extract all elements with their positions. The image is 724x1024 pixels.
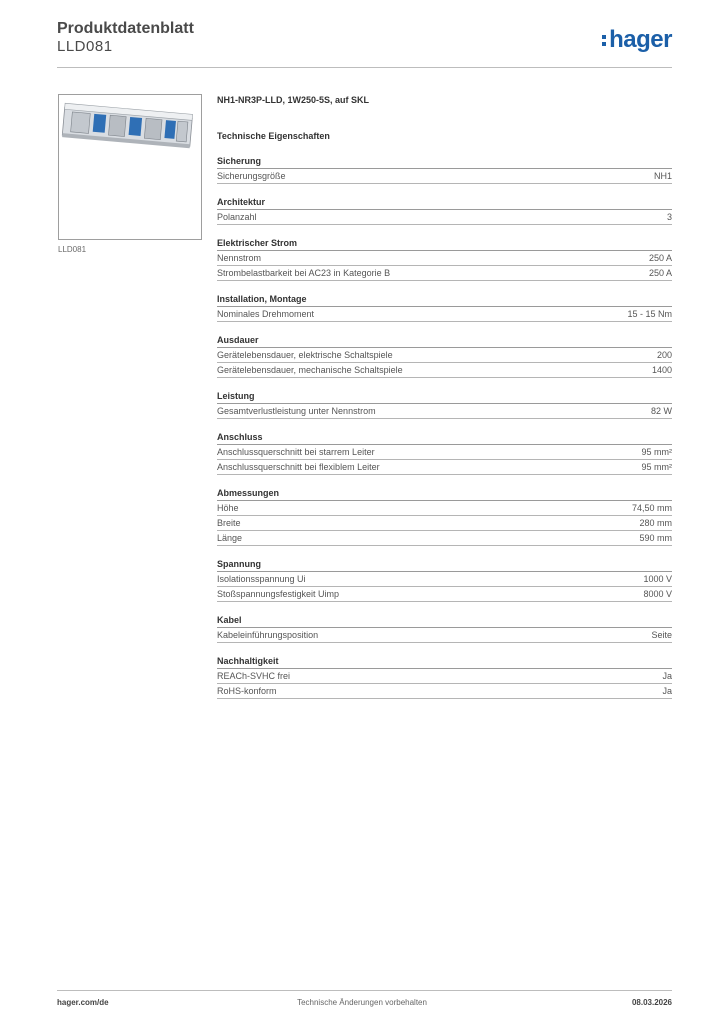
product-name: NH1-NR3P-LLD, 1W250-5S, auf SKL [217, 95, 370, 105]
spec-value: NH1 [653, 171, 672, 181]
hager-logo [602, 26, 672, 54]
spec-value: 15 - 15 Nm [627, 309, 672, 319]
spec-value: 3 [666, 212, 672, 222]
footer-date: 08.03.2026 [631, 998, 672, 1007]
spec-value: 82 W [650, 406, 672, 416]
product-image [58, 94, 202, 240]
spec-group [217, 155, 672, 184]
spec-groups [217, 155, 672, 699]
spec-group-title: Spannung [217, 558, 672, 572]
spec-value: Seite [651, 630, 672, 640]
spec-label: Polanzahl [217, 212, 257, 222]
spec-label: Gerätelebensdauer, mechanische Schaltspiele [217, 365, 403, 375]
spec-value: 200 [656, 350, 672, 360]
spec-group [217, 293, 672, 322]
spec-row [217, 516, 672, 531]
spec-value: 95 mm² [641, 447, 672, 457]
spec-row [217, 572, 672, 587]
spec-group [217, 196, 672, 225]
spec-value: 250 A [648, 268, 672, 278]
spec-label: Gerätelebensdauer, elektrische Schaltspiele [217, 350, 393, 360]
spec-label: Anschlussquerschnitt bei starrem Leiter [217, 447, 375, 457]
spec-label: Breite [217, 518, 241, 528]
spec-group-title: Leistung [217, 390, 672, 404]
spec-value: 280 mm [639, 518, 672, 528]
spec-group [217, 431, 672, 475]
spec-value: Ja [662, 686, 672, 696]
header-divider [57, 67, 672, 68]
spec-group [217, 655, 672, 699]
spec-value: 8000 V [643, 589, 672, 599]
page-title: Produktdatenblatt [57, 20, 194, 37]
spec-group-title: Kabel [217, 614, 672, 628]
spec-label: Nominales Drehmoment [217, 309, 315, 319]
switch-disconnector-illustration [59, 95, 201, 239]
spec-label: REACh-SVHC frei [217, 671, 291, 681]
spec-row [217, 307, 672, 322]
spec-group-title: Ausdauer [217, 334, 672, 348]
spec-group [217, 487, 672, 546]
spec-group-title: Abmessungen [217, 487, 672, 501]
footer-notice: Technische Änderungen vorbehalten [297, 998, 427, 1007]
logo-text: hager [609, 26, 672, 53]
spec-group [217, 558, 672, 602]
footer-divider [57, 990, 672, 991]
spec-value: 250 A [648, 253, 672, 263]
spec-value: 74,50 mm [631, 503, 672, 513]
logo-colon-icon [602, 35, 606, 46]
spec-group-title: Installation, Montage [217, 293, 672, 307]
spec-group-title: Elektrischer Strom [217, 237, 672, 251]
spec-row [217, 363, 672, 378]
spec-label: Sicherungsgröße [217, 171, 286, 181]
spec-value: 95 mm² [641, 462, 672, 472]
spec-row [217, 587, 672, 602]
article-number: LLD081 [57, 38, 113, 55]
image-caption: LLD081 [58, 245, 87, 254]
spec-value: 1000 V [643, 574, 672, 584]
spec-label: Länge [217, 533, 243, 543]
spec-value: 590 mm [639, 533, 672, 543]
spec-label: Anschlussquerschnitt bei flexiblem Leiter [217, 462, 380, 472]
spec-row [217, 210, 672, 225]
spec-row [217, 445, 672, 460]
spec-row [217, 251, 672, 266]
spec-group-title: Sicherung [217, 155, 672, 169]
spec-row [217, 266, 672, 281]
spec-content [217, 95, 672, 699]
spec-label: Isolationsspannung Ui [217, 574, 306, 584]
spec-row [217, 460, 672, 475]
spec-group [217, 390, 672, 419]
spec-group-title: Anschluss [217, 431, 672, 445]
spec-label: Strombelastbarkeit bei AC23 in Kategorie B [217, 268, 391, 278]
footer-website[interactable]: hager.com/de [57, 998, 109, 1007]
spec-row [217, 501, 672, 516]
spec-group [217, 334, 672, 378]
spec-row [217, 628, 672, 643]
spec-row [217, 684, 672, 699]
section-title: Technische Eigenschaften [217, 131, 330, 141]
spec-label: Höhe [217, 503, 239, 513]
spec-row [217, 404, 672, 419]
spec-group-title: Nachhaltigkeit [217, 655, 672, 669]
spec-row [217, 348, 672, 363]
spec-label: Nennstrom [217, 253, 262, 263]
spec-label: Stoßspannungsfestigkeit Uimp [217, 589, 340, 599]
spec-value: Ja [662, 671, 672, 681]
spec-label: Gesamtverlustleistung unter Nennstrom [217, 406, 376, 416]
spec-label: Kabeleinführungsposition [217, 630, 319, 640]
spec-group-title: Architektur [217, 196, 672, 210]
spec-row [217, 169, 672, 184]
spec-row [217, 669, 672, 684]
spec-group [217, 614, 672, 643]
spec-group [217, 237, 672, 281]
spec-label: RoHS-konform [217, 686, 277, 696]
spec-row [217, 531, 672, 546]
spec-value: 1400 [651, 365, 672, 375]
